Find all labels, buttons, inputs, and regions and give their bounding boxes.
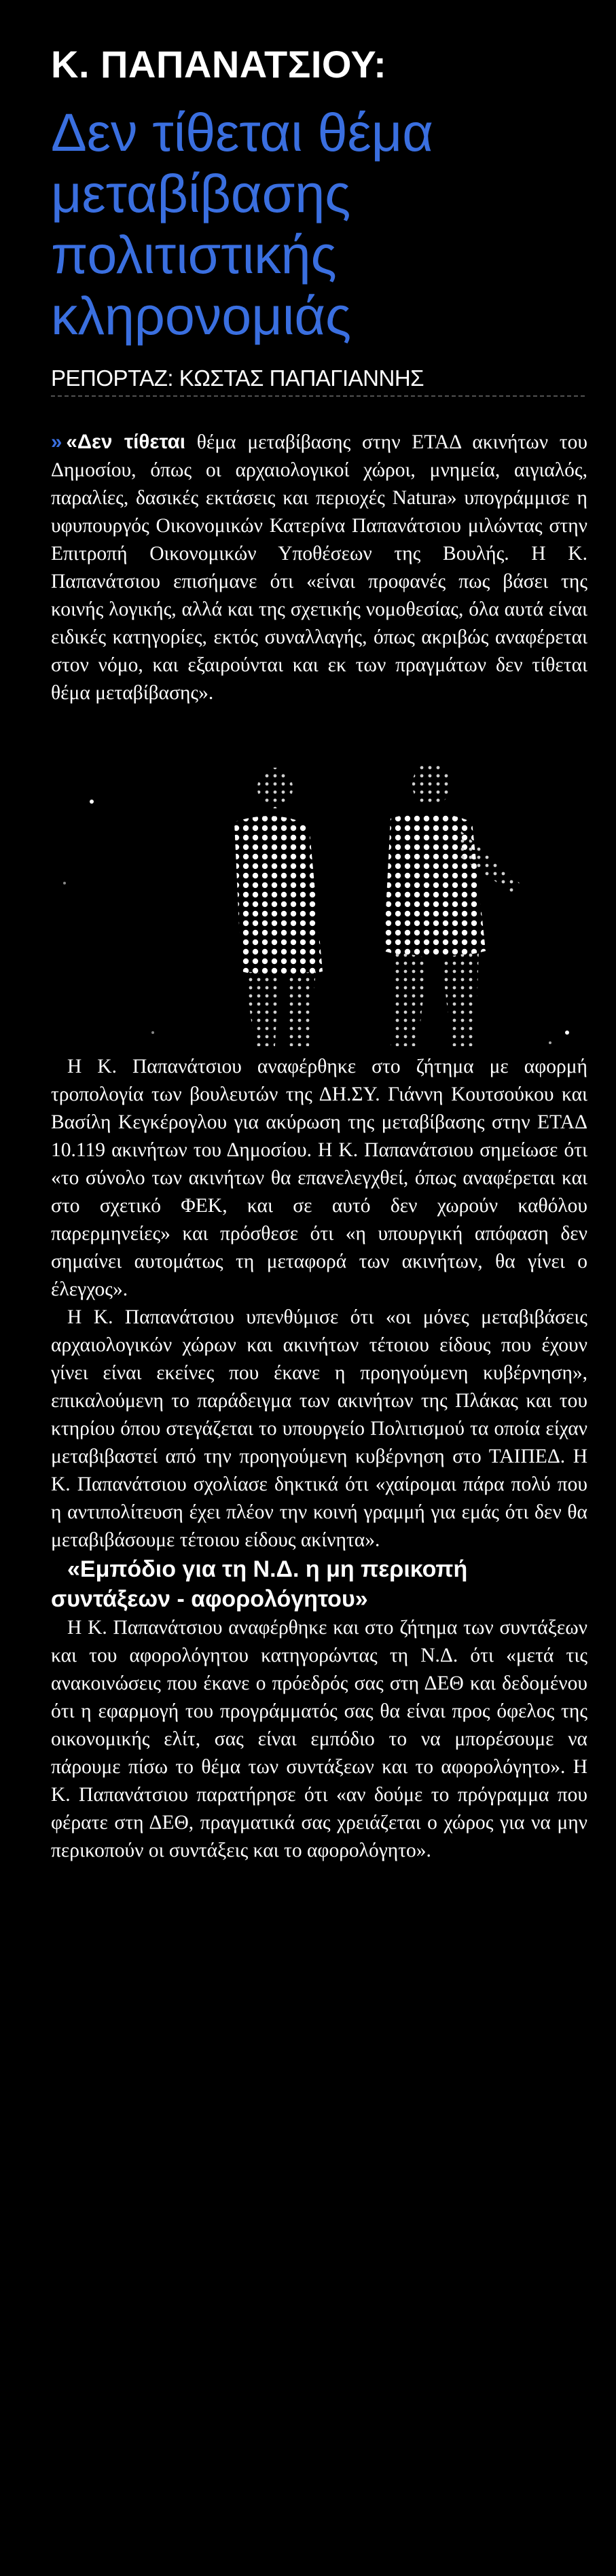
article-byline: ΡΕΠΟΡΤΑΖ: ΚΩΣΤΑΣ ΠΑΠΑΓΙΑΝΝΗΣ <box>51 365 424 391</box>
lead-paragraph <box>51 428 587 728</box>
article-column-top <box>51 428 587 728</box>
paragraph-4: Η Κ. Παπανάτσιου αναφέρθηκε και στο ζήτημα των συντάξεων και του αφορολόγητου κατηγορώντας τη Ν.Δ. ότι «μετά τις ανακοινώσεις που έκανε ο πρόεδρός σας στη ΔΕΘ και δεδομένου ότι η εφαρμογή του προγράμματός σας θα είναι προς όφελος της οικονομικής ελίτ, σας είναι εμπόδιο το να μπορέσουμε να πάρουμε πίσω το θέμα των συντάξεων και το αφορολόγητο». Η Κ. Παπανάτσιου παρατήρησε ότι «αν δούμε το πρόγραμμα που φέρατε στη ΔΕΘ, πραγματικά σας χρειάζεται ο χώρος για να μην περικοπούν οι συντάξεις και το αφορολόγητο». <box>51 1617 587 1861</box>
lead-words: «Δεν τίθεται <box>66 431 186 453</box>
byline-divider <box>51 395 587 397</box>
lead-marker-icon: » <box>51 431 62 453</box>
article-column-bottom <box>51 1056 587 1865</box>
article-headline: Δεν τίθεται θέμα μεταβίβασης πολιτιστικής κληρονομιάς <box>51 102 433 346</box>
article-photo <box>51 747 587 1060</box>
paragraph-3: Η Κ. Παπανάτσιου υπενθύμισε ότι «οι μόνες μεταβιβάσεις αρχαιολογικών χώρων και ακινήτων τέτοιου είδους που έχουν γίνει είναι εκείνες που έκανε η προηγούμενη κυβέρνηση», επικαλούμενη το παράδειγμα των ακινήτων της Πλάκας και του κτηρίου όπου στεγάζεται το υπουργείο Πολιτισμού τα οποία είχαν μεταβιβαστεί από την προηγούμενη κυβέρνηση στο ΤΑΙΠΕΔ. Η Κ. Παπανάτσιου σχολίασε δηκτικά ότι «χαίρομαι πάρα πολύ που η αντιπολίτευση έχει πλέον την κοινή γραμμή για εμάς ότι δεν θα μεταβιβάσουμε τέτοιου είδους ακίνητα». <box>51 1306 587 1551</box>
article-kicker: Κ. ΠΑΠΑΝΑΤΣΙΟΥ: <box>51 43 387 86</box>
lead-paragraph-text-top: θέμα μεταβίβασης στην ΕΤΑΔ ακινήτων του Δημοσίου, όπως οι αρχαιολογικοί χώροι, μνημεία, αιγιαλός, παραλίες, δασικές εκτάσεις και περιοχές Natura» υπογράμμισε η υφυπουργός Οικονομικών Κατερίνα Παπανάτσιου μιλώντας στην Επιτροπή Οικονομικών Υποθέσεων της Βουλής. Η Κ. Παπανάτσιου επισήμανε ότι «είναι προφανές πως βάσει της κοινής λογικής, αλλά και της σχετικής νομοθεσίας, όλα αυτά είναι ειδικές κατηγορίες, εκτός συναλλαγής, όπως ακριβώς αναφέρεται στον νόμο, και εξαιρούνται και εκ των πραγμάτων δεν τίθεται θέμα μεταβίβασης». <box>51 431 587 704</box>
article-subheading: «Εμπόδιο για τη Ν.Δ. η μη περικοπή συντάξεων - αφορολόγητου» <box>51 1556 468 1612</box>
paragraph-2: Η Κ. Παπανάτσιου αναφέρθηκε στο ζήτημα με αφορμή τροπολογία των βουλευτών της ΔΗ.ΣΥ. Γιάννη Κουτσούκου και Βασίλη Κεγκέρογλου για ακύρωση της μεταβίβασης στην ΕΤΑΔ 10.119 ακινήτων του Δημοσίου. Η Κ. Παπανάτσιου σημείωσε ότι «το σύνολο των ακινήτων θα επανελεγχθεί, όπως αναφέρεται και στο σχετικό ΦΕΚ, και σε αυτό δεν χωρούν καθόλου παρερμηνείες» και πρόσθεσε ότι «η υπουργική απόφαση δεν σημαίνει αυτομάτως τη μεταφορά των ακινήτων, θα γίνει ο έλεγχος». <box>51 1056 587 1300</box>
photo-image <box>51 747 587 1060</box>
